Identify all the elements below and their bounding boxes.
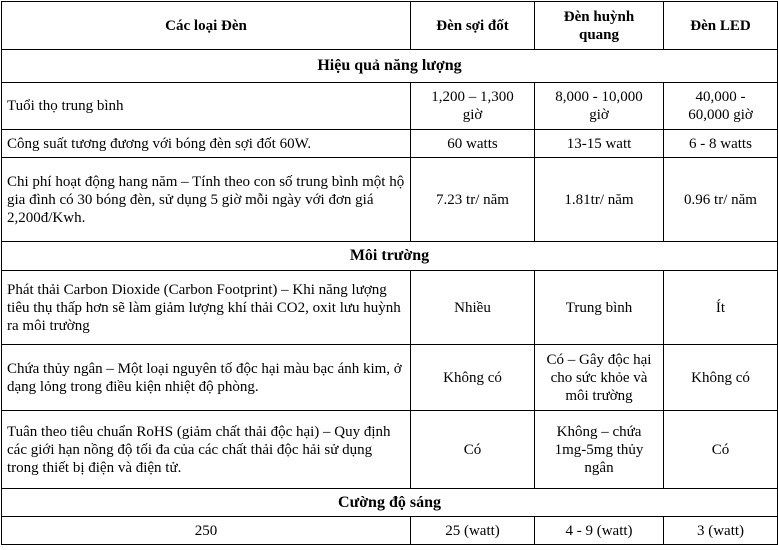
header-led: Đèn LED	[664, 2, 778, 50]
table-row	[2, 83, 778, 130]
section-row	[2, 50, 778, 83]
incandescent-value: Có	[411, 411, 535, 489]
table-row	[2, 158, 778, 242]
section-row	[2, 489, 778, 517]
led-value: 40,000 - 60,000 giờ	[664, 83, 778, 130]
header-row	[2, 2, 778, 50]
row-label: Tuân theo tiêu chuẩn RoHS (giảm chất thải độc hại) – Quy định các giới hạn nồng độ tối đa của các chất thải độc hải sử dụng trong thiết bị điện và điện tử.	[2, 411, 411, 489]
header-lamp-types: Các loại Đèn	[2, 2, 411, 50]
row-label: Chi phí hoạt động hang năm – Tính theo con số trung bình một hộ gia đình có 30 bóng đèn, sử dụng 5 giờ mỗi ngày với đơn giá 2,200đ/Kwh.	[2, 158, 411, 242]
section-title: Môi trường	[2, 242, 778, 271]
fluorescent-value: Có – Gây độc hại cho sức khỏe và môi trường	[535, 345, 664, 411]
fluorescent-value: 1.81tr/ năm	[535, 158, 664, 242]
incandescent-value: 60 watts	[411, 130, 535, 158]
table-row	[2, 517, 778, 545]
section-title: Cường độ sáng	[2, 489, 778, 517]
incandescent-value: 25 (watt)	[411, 517, 535, 545]
led-value: 0.96 tr/ năm	[664, 158, 778, 242]
row-label: Phát thải Carbon Dioxide (Carbon Footprint) – Khi năng lượng tiêu thụ thấp hơn sẽ làm giảm lượng khí thải CO2, oxit lưu huỳnh ra môi trường	[2, 271, 411, 345]
header-fluorescent: Đèn huỳnh quang	[535, 2, 664, 50]
table-row	[2, 411, 778, 489]
incandescent-value: 1,200 – 1,300 giờ	[411, 83, 535, 130]
row-label: Công suất tương đương với bóng đèn sợi đốt 60W.	[2, 130, 411, 158]
table-row	[2, 271, 778, 345]
led-value: Có	[664, 411, 778, 489]
led-value: Ít	[664, 271, 778, 345]
incandescent-value: 7.23 tr/ năm	[411, 158, 535, 242]
incandescent-value: Không có	[411, 345, 535, 411]
header-incandescent: Đèn sợi đốt	[411, 2, 535, 50]
row-label: Chứa thủy ngân – Một loại nguyên tố độc hại màu bạc ánh kim, ở dạng lỏng trong điều kiện nhiệt độ phòng.	[2, 345, 411, 411]
section-row	[2, 242, 778, 271]
row-label: 250	[2, 517, 411, 545]
fluorescent-value: 4 - 9 (watt)	[535, 517, 664, 545]
fluorescent-value: Trung bình	[535, 271, 664, 345]
led-value: 6 - 8 watts	[664, 130, 778, 158]
table-row	[2, 345, 778, 411]
fluorescent-value: 13-15 watt	[535, 130, 664, 158]
led-value: Không có	[664, 345, 778, 411]
lamp-comparison-table	[1, 1, 778, 545]
section-title: Hiệu quả năng lượng	[2, 50, 778, 83]
fluorescent-value: Không – chứa 1mg-5mg thủy ngân	[535, 411, 664, 489]
row-label: Tuổi thọ trung bình	[2, 83, 411, 130]
led-value: 3 (watt)	[664, 517, 778, 545]
table-row	[2, 130, 778, 158]
incandescent-value: Nhiều	[411, 271, 535, 345]
fluorescent-value: 8,000 - 10,000 giờ	[535, 83, 664, 130]
